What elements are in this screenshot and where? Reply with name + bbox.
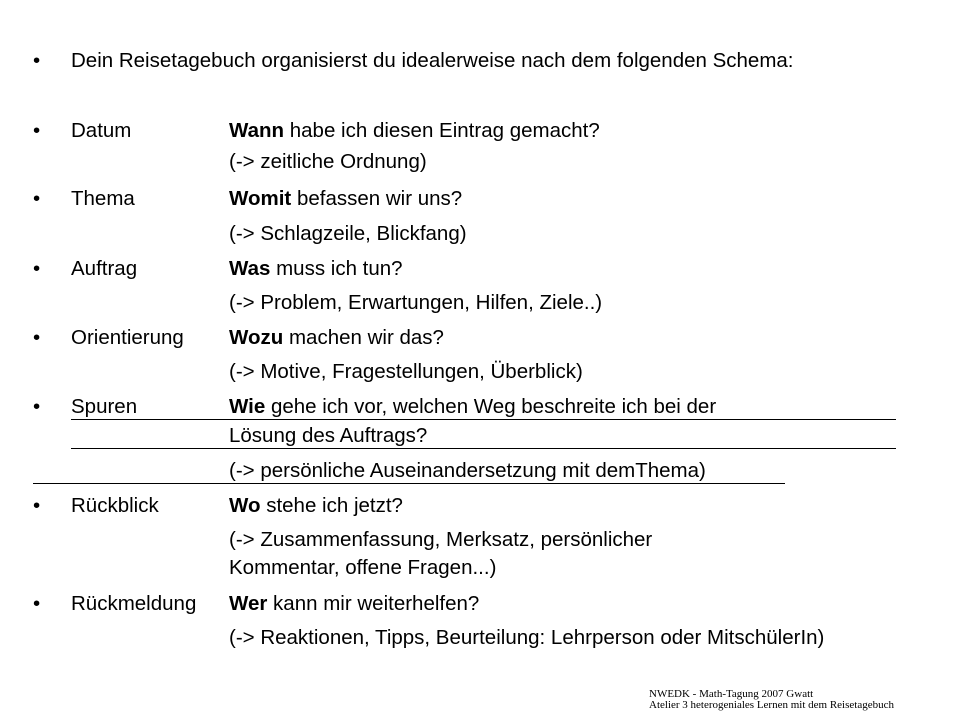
- row-label-rueckblick: Rückblick: [71, 494, 159, 517]
- question-rest: gehe ich vor, welchen Weg beschreite ich bei der: [265, 395, 717, 418]
- row-label-orientierung: Orientierung: [71, 326, 184, 349]
- row-note-spuren: (-> persönliche Auseinandersetzung mit demThema): [229, 459, 706, 482]
- underline: [33, 483, 785, 484]
- row-question-rueckmeldung: [229, 592, 479, 616]
- question-rest: machen wir das?: [283, 326, 444, 349]
- row-label-datum: Datum: [71, 119, 132, 142]
- question-keyword: Wo: [229, 494, 261, 517]
- question-keyword: Wozu: [229, 326, 284, 349]
- row-label-auftrag: Auftrag: [71, 257, 138, 280]
- row-question-datum: [229, 119, 600, 143]
- row-question-spuren: [229, 395, 716, 419]
- question-rest: habe ich diesen Eintrag gemacht?: [284, 119, 600, 142]
- row-note-auftrag: (-> Problem, Erwartungen, Hilfen, Ziele..): [229, 291, 603, 314]
- question-keyword: Was: [229, 257, 271, 280]
- bullet: •: [33, 326, 41, 349]
- bullet: •: [33, 187, 41, 210]
- row-label-rueckmeldung: Rückmeldung: [71, 592, 197, 615]
- row-question-auftrag: [229, 257, 403, 281]
- bullet: •: [33, 592, 41, 615]
- question-keyword: Womit: [229, 187, 292, 210]
- bullet: •: [33, 395, 41, 418]
- question-keyword: Wer: [229, 592, 268, 615]
- row-question-spuren-cont: Lösung des Auftrags?: [229, 424, 428, 447]
- bullet: •: [33, 119, 41, 142]
- bullet: •: [33, 494, 41, 517]
- bullet: •: [33, 257, 41, 280]
- row-question-thema: [229, 187, 462, 211]
- underline: [71, 448, 896, 449]
- row-note-rueckblick-cont: Kommentar, offene Fragen...): [229, 556, 497, 579]
- row-label-thema: Thema: [71, 187, 135, 210]
- footer-line-1: NWEDK - Math-Tagung 2007 Gwatt: [649, 688, 814, 700]
- row-note-orientierung: (-> Motive, Fragestellungen, Überblick): [229, 360, 583, 383]
- question-rest: stehe ich jetzt?: [260, 494, 403, 517]
- question-rest: befassen wir uns?: [291, 187, 463, 210]
- row-note-rueckblick: (-> Zusammenfassung, Merksatz, persönlicher: [229, 528, 653, 551]
- row-note-datum: (-> zeitliche Ordnung): [229, 150, 427, 173]
- question-rest: kann mir weiterhelfen?: [267, 592, 480, 615]
- row-label-spuren: Spuren: [71, 395, 138, 418]
- bullet: •: [33, 49, 41, 72]
- footer-line-2: Atelier 3 heterogeniales Lernen mit dem Reisetagebuch: [649, 699, 894, 711]
- question-keyword: Wie: [229, 395, 266, 418]
- question-keyword: Wann: [229, 119, 285, 142]
- row-question-orientierung: [229, 326, 444, 350]
- intro-text: Dein Reisetagebuch organisierst du idealerweise nach dem folgenden Schema:: [71, 49, 794, 72]
- footer: [649, 689, 894, 711]
- question-rest: muss ich tun?: [270, 257, 403, 280]
- row-note-thema: (-> Schlagzeile, Blickfang): [229, 222, 467, 245]
- row-note-rueckmeldung: (-> Reaktionen, Tipps, Beurteilung: Lehrperson oder MitschülerIn): [229, 626, 825, 649]
- underline: [71, 419, 896, 420]
- row-question-rueckblick: [229, 494, 403, 518]
